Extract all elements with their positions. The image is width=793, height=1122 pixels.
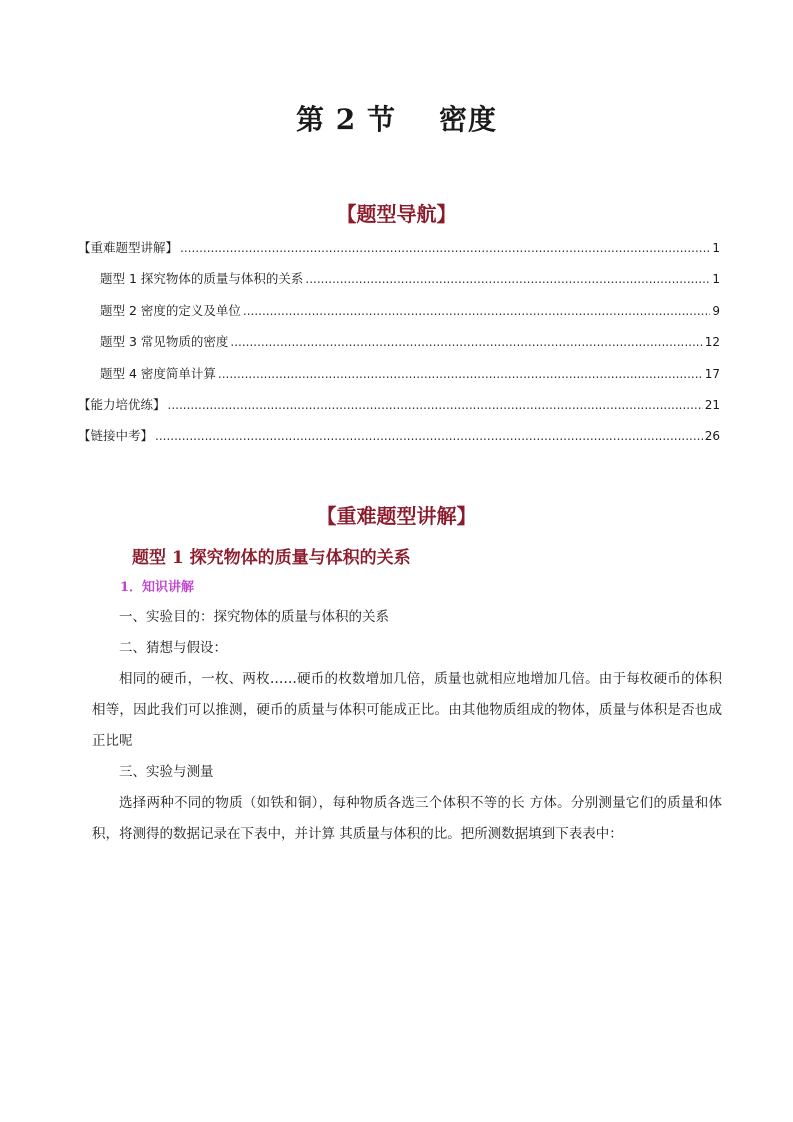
toc-entry-label: 【链接中考】	[78, 428, 154, 444]
toc-heading: 【题型导航】	[336, 202, 457, 226]
toc-entry-label: 题型 1 探究物体的质量与体积的关系	[100, 271, 304, 287]
toc-entry-key-problems[interactable]	[78, 238, 720, 269]
section-heading: 【重难题型讲解】	[316, 504, 477, 528]
toc-entry-page: 9	[712, 303, 720, 318]
toc-entry-page: 1	[712, 241, 720, 255]
toc-entry-type-1[interactable]	[78, 269, 720, 300]
toc-entry-label: 【重难题型讲解】	[78, 240, 179, 255]
experiment-purpose: 一、实验目的：探究物体的质量与体积的关系	[119, 609, 389, 625]
table-of-contents	[78, 238, 720, 458]
toc-dot-leader	[168, 398, 703, 412]
toc-entry-page: 1	[712, 272, 720, 287]
toc-dot-leader	[180, 241, 710, 255]
toc-entry-type-4[interactable]	[78, 364, 720, 395]
toc-entry-page: 21	[704, 397, 720, 412]
knowledge-label: 1．知识讲解	[120, 580, 195, 595]
toc-dot-leader	[155, 429, 703, 443]
toc-dot-leader	[218, 367, 703, 381]
toc-entry-page: 26	[704, 429, 720, 444]
toc-entry-label: 题型 4 密度简单计算	[100, 365, 216, 381]
toc-entry-label: 题型 2 密度的定义及单位	[100, 302, 241, 318]
toc-dot-leader	[230, 335, 702, 349]
toc-entry-label: 【能力培优练】	[78, 396, 166, 412]
toc-entry-page: 12	[704, 335, 720, 350]
toc-entry-exam-link[interactable]	[78, 426, 720, 457]
experiment-heading: 三、实验与测量	[119, 764, 214, 780]
experiment-paragraph: 选择两种不同的物质（如铁和铜），每种物质各选三个体积不等的长 方体。分别测量它们的质量和体积，将测得的数据记录在下表中，并计算 其质量与体积的比。把所测数据填到下表表中：	[92, 795, 722, 842]
toc-entry-type-3[interactable]	[78, 332, 720, 363]
toc-dot-leader	[243, 304, 710, 318]
page-title: 第 2 节 密度	[296, 103, 497, 136]
toc-entry-label: 题型 3 常见物质的密度	[100, 334, 229, 350]
toc-entry-page: 17	[704, 366, 720, 381]
hypothesis-heading: 二、猜想与假设：	[119, 640, 227, 656]
hypothesis-paragraph: 相同的硬币，一枚、两枚……硬币的枚数增加几倍，质量也就相应地增加几倍。由于每枚硬币的体积相等，因此我们可以推测，硬币的质量与体积可能成正比。由其他物质组成的物体，质量与体积是否也成正比呢	[92, 671, 722, 749]
toc-entry-ability-practice[interactable]	[78, 395, 720, 426]
toc-dot-leader	[305, 272, 710, 286]
subsection-title: 题型 1 探究物体的质量与体积的关系	[132, 548, 411, 568]
toc-entry-type-2[interactable]	[78, 301, 720, 332]
